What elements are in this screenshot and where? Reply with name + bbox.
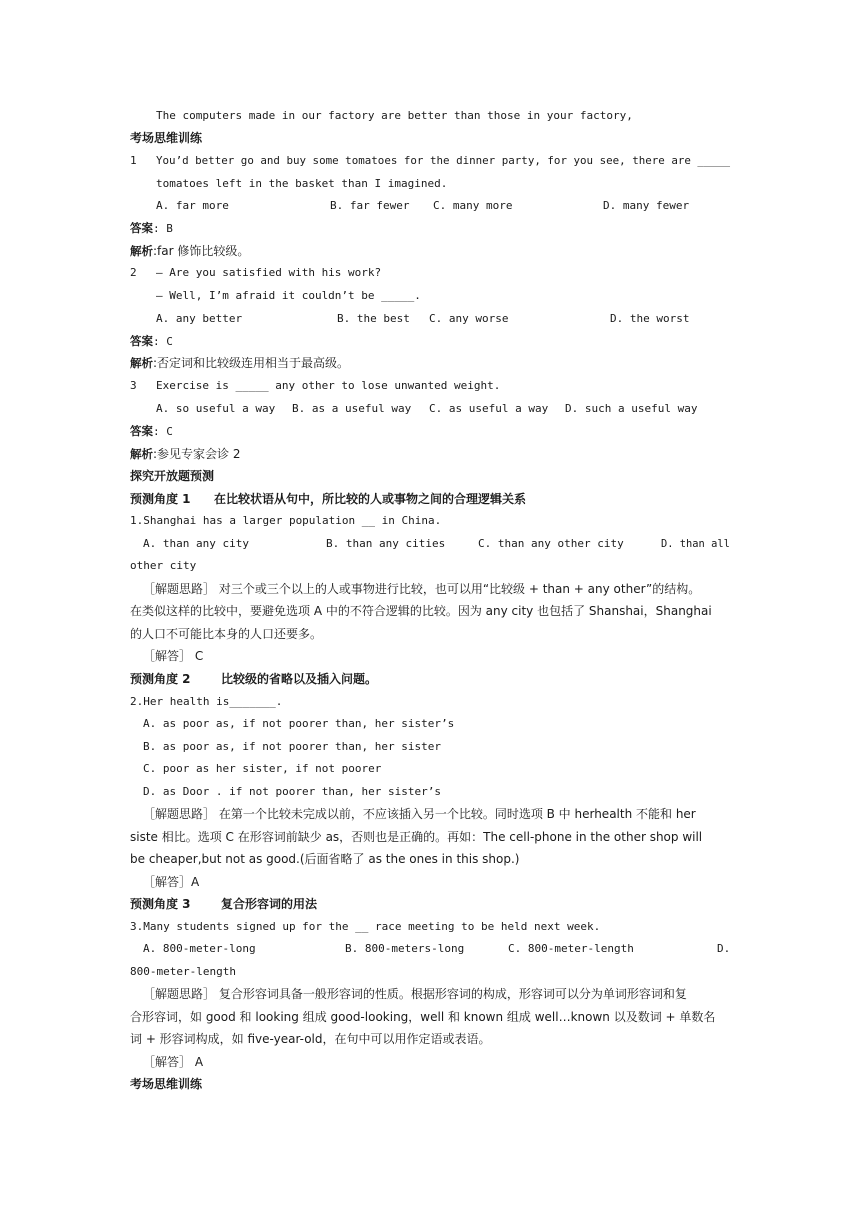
option-a: A. any better (156, 312, 243, 325)
option-d-cont: 800-meter-length (130, 965, 236, 978)
explanation-line (130, 243, 249, 259)
prediction-title: 比较级的省略以及插入问题。 (221, 672, 378, 686)
analysis-text: 在类似这样的比较中，要避免选项 A 中的不符合逻辑的比较。因为 any city 也包括了 Shanshai，Shanghai (130, 604, 712, 618)
explanation-label: 解析 (130, 447, 153, 461)
explanation-label: 解析 (130, 356, 153, 370)
answer-value: : C (153, 335, 173, 348)
section-heading: 探究开放题预测 (130, 469, 215, 483)
option-c: C. 800-meter-length (508, 942, 634, 955)
answer-line (130, 423, 173, 440)
option-c: C. as useful a way (429, 402, 549, 415)
option-d: D. as Door . if not poorer than, her sister’s (143, 785, 442, 798)
prediction-title-label: 预测角度 2 (130, 672, 191, 686)
option-a: A. so useful a way (156, 402, 276, 415)
answer-line (130, 220, 173, 237)
intro-sentence: The computers made in our factory are better than those in your factory, (156, 109, 633, 122)
option-a: A. as poor as, if not poorer than, her sister’s (143, 717, 455, 730)
question-text: You’d better go and buy some tomatoes for the dinner party, for you see, there are _____ (156, 154, 731, 167)
option-b: B. far fewer (330, 199, 410, 212)
explanation-line (130, 355, 349, 371)
option-b: B. as a useful way (292, 402, 412, 415)
analysis-text: 的人口不可能比本身的人口还要多。 (130, 627, 323, 641)
answer-value: : B (153, 222, 173, 235)
question-number: 2 (130, 266, 137, 279)
explanation-text: :far 修饰比较级。 (153, 244, 250, 258)
answer-value: : C (153, 425, 173, 438)
option-c: C. than any other city (478, 537, 624, 550)
explanation-line (130, 446, 241, 462)
analysis-text: ［解题思路］ 对三个或三个以上的人或事物进行比较，也可以用“比较级 + than + any other”的结构。 (143, 582, 701, 596)
explanation-text: :否定词和比较级连用相当于最高级。 (153, 356, 350, 370)
analysis-text: be cheaper,but not as good.(后面省略了 as the ones in this shop.) (130, 852, 520, 866)
question-text: Exercise is _____ any other to lose unwanted weight. (156, 379, 501, 392)
answer-line (130, 333, 173, 350)
option-a: A. far more (156, 199, 229, 212)
answer-label: 答案 (130, 424, 153, 438)
prediction-title-label: 预测角度 1 (130, 492, 191, 506)
question-text: 3.Many students signed up for the __ race meeting to be held next week. (130, 920, 601, 933)
question-text: 2.Her health is_______. (130, 695, 283, 708)
option-c: C. poor as her sister, if not poorer (143, 762, 382, 775)
option-d: D. many fewer (603, 199, 690, 212)
solution: ［解答］ C (143, 649, 204, 663)
question-number: 1 (130, 154, 137, 167)
option-b: B. 800-meters-long (345, 942, 465, 955)
analysis-text: ［解题思路］ 复合形容词具备一般形容词的性质。根据形容词的构成，形容词可以分为单词形容词和复 (143, 987, 687, 1001)
analysis-text: siste 相比。选项 C 在形容词前缺少 as，否则也是正确的。再如：The cell-phone in the other shop will (130, 830, 703, 844)
section-heading: 考场思维训练 (130, 1077, 203, 1091)
question-text-cont: — Well, I’m afraid it couldn’t be _____. (156, 289, 421, 302)
question-text: — Are you satisfied with his work? (156, 266, 382, 279)
question-number: 3 (130, 379, 137, 392)
option-d: D. the worst (610, 312, 690, 325)
question-text: 1.Shanghai has a larger population __ in China. (130, 514, 442, 527)
option-d-cont: other city (130, 559, 197, 572)
explanation-text: :参见专家会诊 2 (153, 447, 241, 461)
option-a: A. than any city (143, 537, 249, 550)
question-text-cont: tomatoes left in the basket than I imagined. (156, 177, 448, 190)
option-b: B. as poor as, if not poorer than, her sister (143, 740, 442, 753)
answer-label: 答案 (130, 221, 153, 235)
solution: ［解答］ A (143, 1055, 204, 1069)
option-b: B. the best (337, 312, 410, 325)
prediction-title-label: 预测角度 3 (130, 897, 191, 911)
solution: ［解答］A (143, 875, 200, 889)
analysis-text: 合形容词，如 good 和 looking 组成 good-looking，well 和 known 组成 well…known 以及数词 + 单数名 (130, 1010, 716, 1024)
prediction-title: 在比较状语从句中，所比较的人或事物之间的合理逻辑关系 (214, 492, 527, 506)
prediction-title: 复合形容词的用法 (221, 897, 318, 911)
analysis-text: 词 + 形容词构成，如 five-year-old，在句中可以用作定语或表语。 (130, 1032, 491, 1046)
option-a: A. 800-meter-long (143, 942, 256, 955)
explanation-label: 解析 (130, 244, 153, 258)
option-c: C. many more (433, 199, 513, 212)
option-c: C. any worse (429, 312, 509, 325)
analysis-text: ［解题思路］ 在第一个比较未完成以前，不应该插入另一个比较。同时选项 B 中 herhealth 不能和 her (143, 807, 696, 821)
option-b: B. than any cities (326, 537, 446, 550)
section-heading: 考场思维训练 (130, 131, 203, 145)
option-d: D. than all (661, 537, 730, 550)
option-d: D. (717, 942, 731, 955)
answer-label: 答案 (130, 334, 153, 348)
option-d: D. such a useful way (565, 402, 698, 415)
